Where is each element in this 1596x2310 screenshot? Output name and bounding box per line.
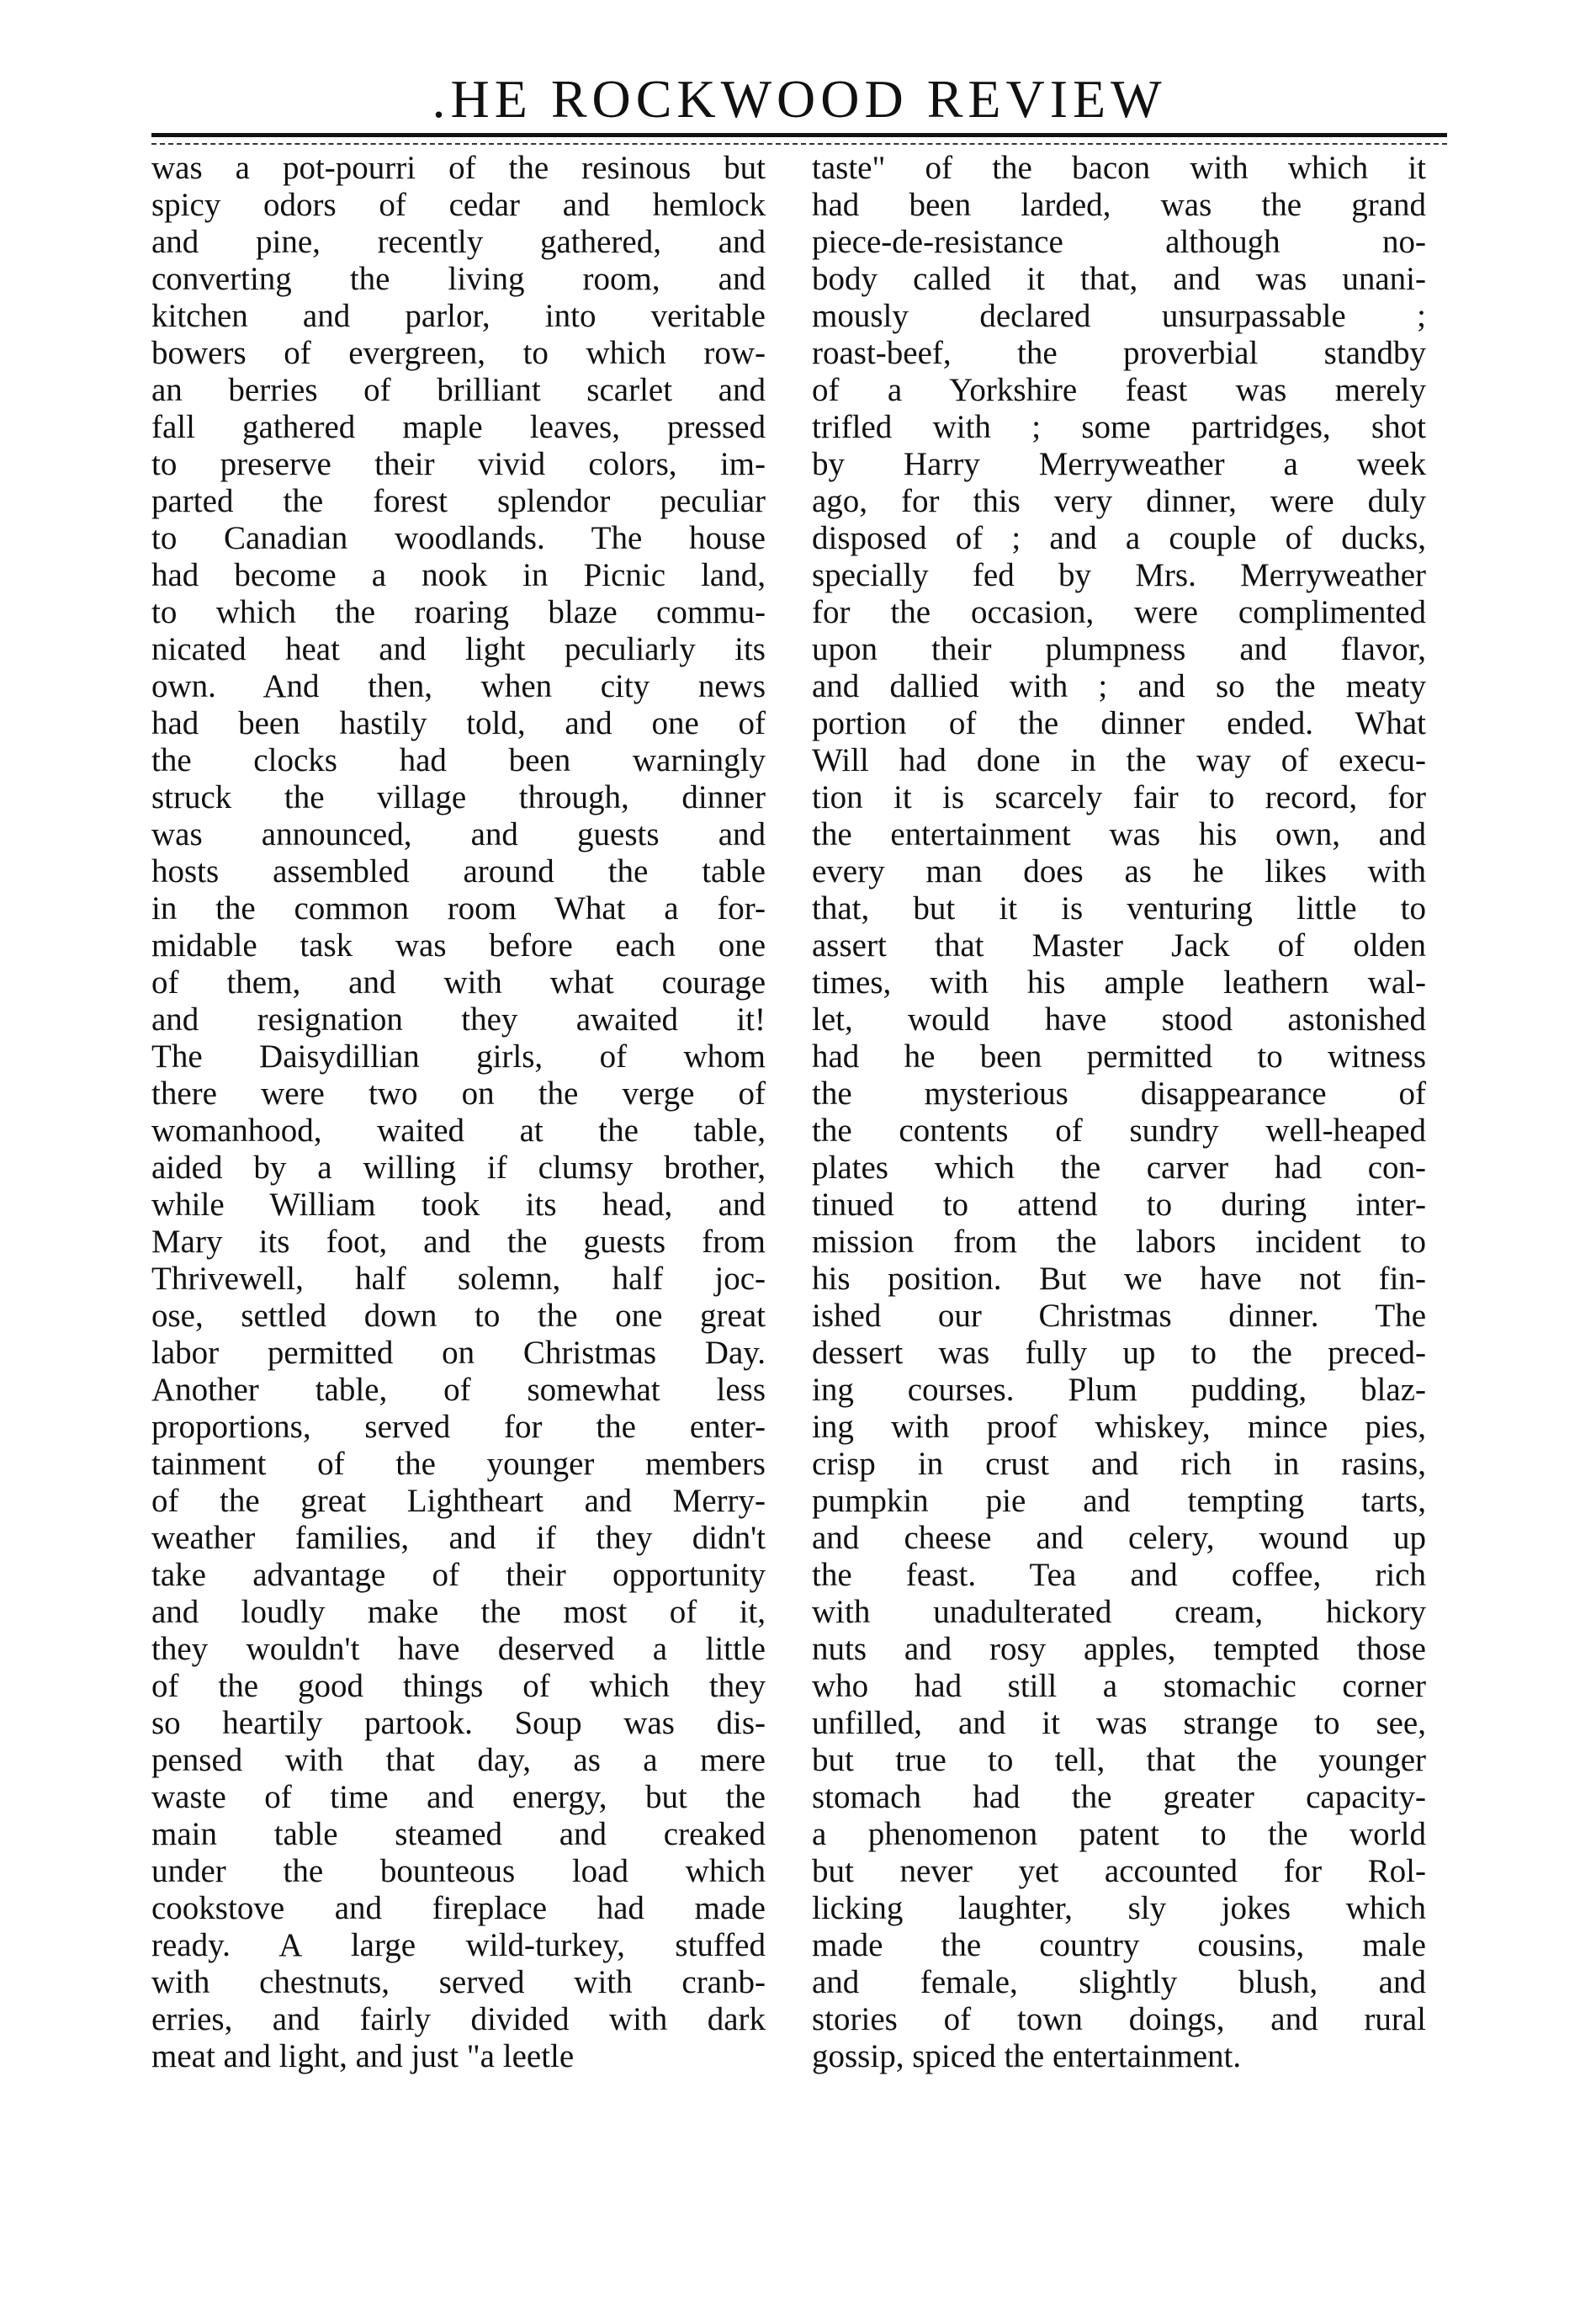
- text-line: portion of the dinner ended. What: [812, 705, 1426, 741]
- text-line: ready. A large wild-turkey, stuffed: [151, 1927, 766, 1963]
- text-line: specially fed by Mrs. Merryweather: [812, 557, 1426, 593]
- text-line: under the bounteous load which: [151, 1853, 766, 1889]
- text-line: Mary its foot, and the guests from: [151, 1224, 766, 1260]
- text-line: of the great Lightheart and Merry-: [151, 1483, 766, 1519]
- text-line: and dallied with ; and so the meaty: [812, 668, 1426, 704]
- text-line: midable task was before each one: [151, 927, 766, 964]
- text-line: had he been permitted to witness: [812, 1038, 1426, 1075]
- text-line: for the occasion, were complimented: [812, 594, 1426, 630]
- text-line: take advantage of their opportunity: [151, 1557, 766, 1593]
- text-line: and pine, recently gathered, and: [151, 224, 766, 260]
- text-line: nuts and rosy apples, tempted those: [812, 1631, 1426, 1667]
- text-line: assert that Master Jack of olden: [812, 927, 1426, 964]
- text-line: with chestnuts, served with cranb-: [151, 1964, 766, 2000]
- text-line: an berries of brilliant scarlet and: [151, 372, 766, 408]
- text-column-right: [812, 150, 1426, 2075]
- text-line: body called it that, and was unani-: [812, 261, 1426, 297]
- text-line: weather families, and if they didn't: [151, 1520, 766, 1556]
- text-line: ago, for this very dinner, were duly: [812, 483, 1426, 519]
- text-line: and loudly make the most of it,: [151, 1594, 766, 1630]
- text-line: ing with proof whiskey, mince pies,: [812, 1409, 1426, 1445]
- text-line: waste of time and energy, but the: [151, 1779, 766, 1815]
- text-line: and cheese and celery, wound up: [812, 1520, 1426, 1556]
- text-line: ose, settled down to the one great: [151, 1298, 766, 1334]
- text-line: of the good things of which they: [151, 1668, 766, 1704]
- text-line: was announced, and guests and: [151, 816, 766, 852]
- text-line: hosts assembled around the table: [151, 853, 766, 889]
- text-column-left: [151, 150, 766, 2075]
- text-line: the contents of sundry well-heaped: [812, 1113, 1426, 1149]
- text-line: let, would have stood astonished: [812, 1001, 1426, 1038]
- text-line: meat and light, and just "a leetle: [151, 2038, 575, 2074]
- text-line: piece-de-resistance although no-: [812, 224, 1426, 260]
- text-line: crisp in crust and rich in rasins,: [812, 1446, 1426, 1482]
- text-line: with unadulterated cream, hickory: [812, 1594, 1426, 1630]
- text-line: the clocks had been warningly: [151, 742, 766, 778]
- text-line: kitchen and parlor, into veritable: [151, 298, 766, 334]
- text-line: nicated heat and light peculiarly its: [151, 631, 766, 667]
- text-line: but never yet accounted for Rol-: [812, 1853, 1426, 1889]
- text-line: pensed with that day, as a mere: [151, 1742, 766, 1778]
- header-rule-dashed: [151, 143, 1447, 145]
- text-line: fall gathered maple leaves, pressed: [151, 409, 766, 445]
- header-rule: [151, 133, 1447, 137]
- text-line: had been larded, was the grand: [812, 187, 1426, 223]
- text-line: cookstove and fireplace had made: [151, 1890, 766, 1926]
- text-line: pumpkin pie and tempting tarts,: [812, 1483, 1426, 1519]
- text-line: gossip, spiced the entertainment.: [812, 2038, 1242, 2074]
- text-line: by Harry Merryweather a week: [812, 446, 1426, 482]
- text-line: who had still a stomachic corner: [812, 1668, 1426, 1704]
- text-line: of a Yorkshire feast was merely: [812, 372, 1426, 408]
- text-line: Will had done in the way of execu-: [812, 742, 1426, 778]
- text-line: tion it is scarcely fair to record, for: [812, 779, 1426, 815]
- text-line: ing courses. Plum pudding, blaz-: [812, 1372, 1426, 1408]
- text-line: had been hastily told, and one of: [151, 705, 766, 741]
- text-line: dessert was fully up to the preced-: [812, 1335, 1426, 1371]
- text-line: the feast. Tea and coffee, rich: [812, 1557, 1426, 1593]
- text-line: proportions, served for the enter-: [151, 1409, 766, 1445]
- text-line: the mysterious disappearance of: [812, 1075, 1426, 1112]
- text-line: main table steamed and creaked: [151, 1816, 766, 1852]
- text-line: was a pot-pourri of the resinous but: [151, 150, 766, 186]
- text-line: so heartily partook. Soup was dis-: [151, 1705, 766, 1741]
- text-line: The Daisydillian girls, of whom: [151, 1038, 766, 1075]
- text-line: ished our Christmas dinner. The: [812, 1298, 1426, 1334]
- text-line: erries, and fairly divided with dark: [151, 2001, 766, 2037]
- text-line: Another table, of somewhat less: [151, 1372, 766, 1408]
- text-line: made the country cousins, male: [812, 1927, 1426, 1963]
- text-line: struck the village through, dinner: [151, 779, 766, 815]
- text-line: times, with his ample leathern wal-: [812, 964, 1426, 1001]
- text-line: licking laughter, sly jokes which: [812, 1890, 1426, 1926]
- text-line: in the common room What a for-: [151, 890, 766, 927]
- text-line: to preserve their vivid colors, im-: [151, 446, 766, 482]
- text-line: every man does as he likes with: [812, 853, 1426, 889]
- text-line: mission from the labors incident to: [812, 1224, 1426, 1260]
- text-line: while William took its head, and: [151, 1187, 766, 1223]
- text-line: the entertainment was his own, and: [812, 816, 1426, 852]
- text-line: taste" of the bacon with which it: [812, 150, 1426, 186]
- text-line: Thrivewell, half solemn, half joc-: [151, 1261, 766, 1297]
- text-line: bowers of evergreen, to which row-: [151, 335, 766, 371]
- text-line: and resignation they awaited it!: [151, 1001, 766, 1038]
- text-line: tinued to attend to during inter-: [812, 1187, 1426, 1223]
- text-line: own. And then, when city news: [151, 668, 766, 704]
- text-line: disposed of ; and a couple of ducks,: [812, 520, 1426, 556]
- text-line: labor permitted on Christmas Day.: [151, 1335, 766, 1371]
- text-line: mously declared unsurpassable ;: [812, 298, 1426, 334]
- text-line: tainment of the younger members: [151, 1446, 766, 1482]
- text-line: plates which the carver had con-: [812, 1150, 1426, 1186]
- text-line: upon their plumpness and flavor,: [812, 631, 1426, 667]
- text-line: of them, and with what courage: [151, 964, 766, 1001]
- text-line: stomach had the greater capacity-: [812, 1779, 1426, 1815]
- text-line: converting the living room, and: [151, 261, 766, 297]
- text-line: womanhood, waited at the table,: [151, 1113, 766, 1149]
- text-line: trifled with ; some partridges, shot: [812, 409, 1426, 445]
- text-line: parted the forest splendor peculiar: [151, 483, 766, 519]
- text-line: but true to tell, that the younger: [812, 1742, 1426, 1778]
- text-line: unfilled, and it was strange to see,: [812, 1705, 1426, 1741]
- text-line: and female, slightly blush, and: [812, 1964, 1426, 2000]
- text-line: aided by a willing if clumsy brother,: [151, 1150, 766, 1186]
- text-line: that, but it is venturing little to: [812, 890, 1426, 927]
- text-line: there were two on the verge of: [151, 1075, 766, 1112]
- running-header: .HE ROCKWOOD REVIEW: [432, 69, 1167, 129]
- text-line: spicy odors of cedar and hemlock: [151, 187, 766, 223]
- text-line: stories of town doings, and rural: [812, 2001, 1426, 2037]
- text-line: to which the roaring blaze commu-: [151, 594, 766, 630]
- text-line: had become a nook in Picnic land,: [151, 557, 766, 593]
- text-line: his position. But we have not fin-: [812, 1261, 1426, 1297]
- text-line: roast-beef, the proverbial standby: [812, 335, 1426, 371]
- text-line: a phenomenon patent to the world: [812, 1816, 1426, 1852]
- text-line: they wouldn't have deserved a little: [151, 1631, 766, 1667]
- text-line: to Canadian woodlands. The house: [151, 520, 766, 556]
